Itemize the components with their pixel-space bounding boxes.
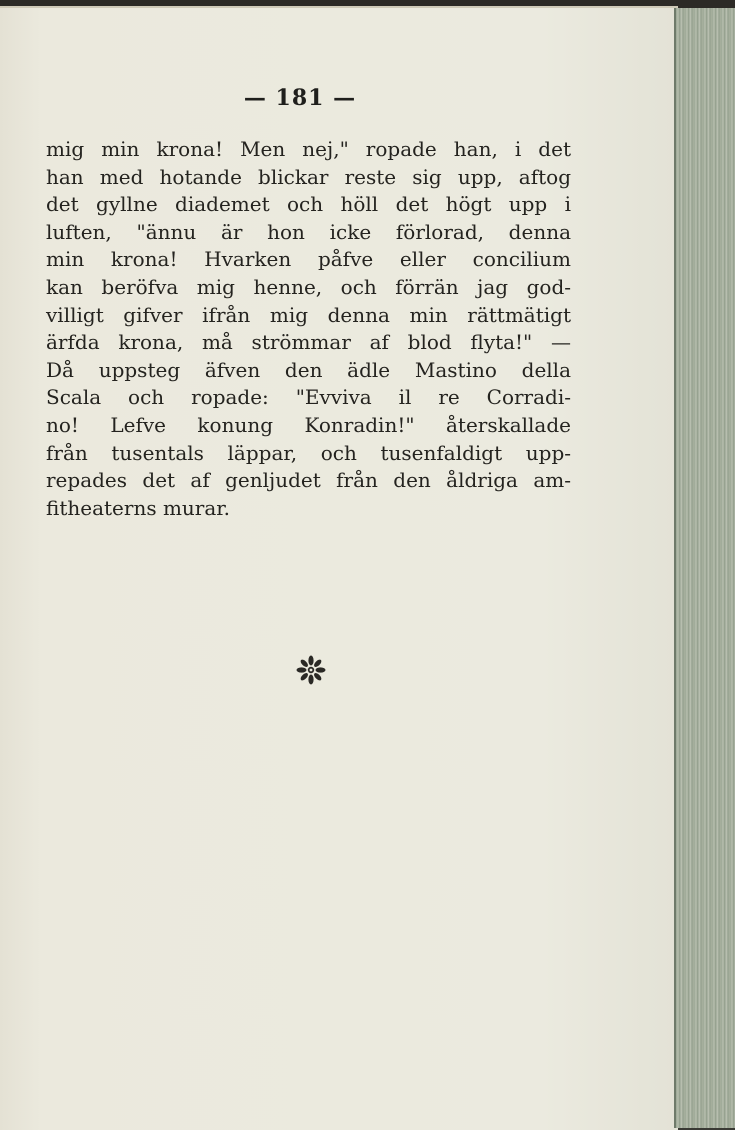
text-line: han med hotande blickar reste sig upp, aftog <box>46 164 571 189</box>
text-line: Då uppsteg äfven den ädle Mastino della <box>46 357 571 382</box>
text-line: fitheaterns murar. <box>46 495 231 520</box>
page-block-edge <box>674 8 735 1128</box>
floral-ornament-icon <box>296 655 326 685</box>
text-line: luften, "ännu är hon icke förlorad, denna <box>46 219 571 244</box>
text-line: ärfda krona, må strömmar af blod flyta!" — <box>46 330 571 355</box>
text-line: det gyllne diademet och höll det högt upp i <box>46 192 571 217</box>
text-line: min krona! Hvarken påfve eller concilium <box>46 247 571 272</box>
text-line: villigt gifver ifrån mig denna min rättmätigt <box>46 302 571 327</box>
text-line: Scala och ropade: "Evviva il re Corradi- <box>46 385 571 410</box>
text-line: mig min krona! Men nej," ropade han, i det <box>46 137 571 161</box>
text-line: kan beröfva mig henne, och förrän jag god- <box>46 274 571 299</box>
page-number: — 181 — <box>243 85 357 111</box>
text-line: no! Lefve konung Konradin!" återskallade <box>46 412 571 437</box>
text-line: från tusentals läppar, och tusenfaldigt upp- <box>46 440 571 465</box>
body-text <box>46 136 571 522</box>
text-line: repades det af genljudet från den åldriga am- <box>46 468 571 493</box>
